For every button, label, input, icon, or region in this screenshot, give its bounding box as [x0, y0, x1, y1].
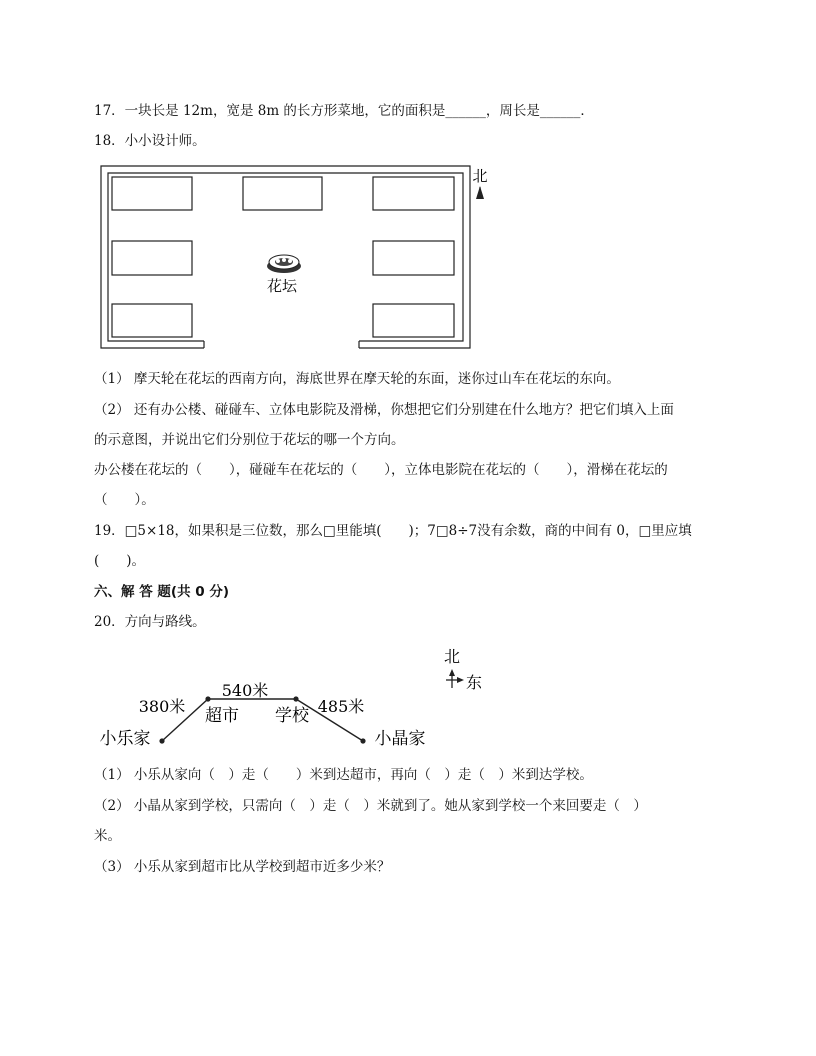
q20-part2-line2: 米。 [94, 828, 121, 844]
compass-north-label: 北 [443, 647, 461, 666]
q18-title: 18．小小设计师。 [94, 133, 206, 149]
section-6-heading: 六、解 答 题(共 0 分) [94, 584, 230, 600]
point-home-right [360, 738, 365, 743]
q18-part2-line3: 办公楼在花坛的（ ），碰碰车在花坛的（ ），立体电影院在花坛的（ ），滑梯在花坛的 [94, 462, 668, 478]
q18-part2-line2: 的示意图，并说出它们分别位于花坛的哪一个方向。 [94, 432, 405, 448]
point-market [205, 696, 210, 701]
compass-cross-icon [446, 669, 464, 688]
map-north-label: 北 [472, 167, 488, 185]
label-xiaojing-home: 小晶家 [374, 729, 426, 749]
point-home-left [159, 738, 164, 743]
plot-left-middle [112, 241, 192, 275]
q20-part1: （1） 小乐从家向（ ）走（ ）米到达超市，再向（ ）走（ ）米到达学校。 [94, 767, 593, 783]
plot-center-top [243, 177, 322, 210]
park-map [0, 0, 816, 360]
plot-right-bottom [373, 304, 454, 337]
q20-part3: （3） 小乐从家到超市比从学校到超市近多少米？ [94, 859, 391, 875]
route-diagram [0, 640, 816, 760]
plot-left-top [112, 177, 192, 210]
compass-east-label: 东 [465, 673, 483, 692]
label-school: 学校 [275, 706, 309, 726]
q20-part2-line1: （2） 小晶从家到学校，只需向（ ）走（ ）米就到了。她从家到学校一个来回要走（ ） [94, 798, 647, 814]
q18-part1: （1） 摩天轮在花坛的西南方向，海底世界在摩天轮的东面，迷你过山车在花坛的东向。 [94, 371, 620, 387]
flower-bed-label: 花坛 [266, 277, 298, 295]
distance-485: 485米 [317, 697, 365, 716]
q19-line1: 19．□5×18，如果积是三位数，那么□里能填( )；7□8÷7没有余数，商的中间有 0，□里应填 [94, 523, 692, 539]
plot-right-middle [373, 241, 454, 275]
q18-part2-line4: （ ）。 [94, 492, 155, 508]
flower-bed-icon [267, 255, 301, 273]
point-school [293, 696, 298, 701]
label-market: 超市 [205, 706, 239, 726]
distance-540: 540米 [221, 681, 269, 700]
north-arrow-icon [476, 186, 484, 199]
plot-left-bottom [112, 304, 192, 337]
plot-right-top [373, 177, 454, 210]
distance-380: 380米 [138, 697, 186, 716]
q20-title: 20．方向与路线。 [94, 614, 206, 630]
label-xiaole-home: 小乐家 [99, 729, 151, 749]
q17-text: 17．一块长是 12m，宽是 8m 的长方形菜地，它的面积是______，周长是______． [94, 103, 594, 119]
q19-line2: ( )。 [94, 553, 146, 569]
q18-part2-line1: （2） 还有办公楼、碰碰车、立体电影院及滑梯，你想把它们分别建在什么地方？把它们填入上面 [94, 402, 674, 418]
